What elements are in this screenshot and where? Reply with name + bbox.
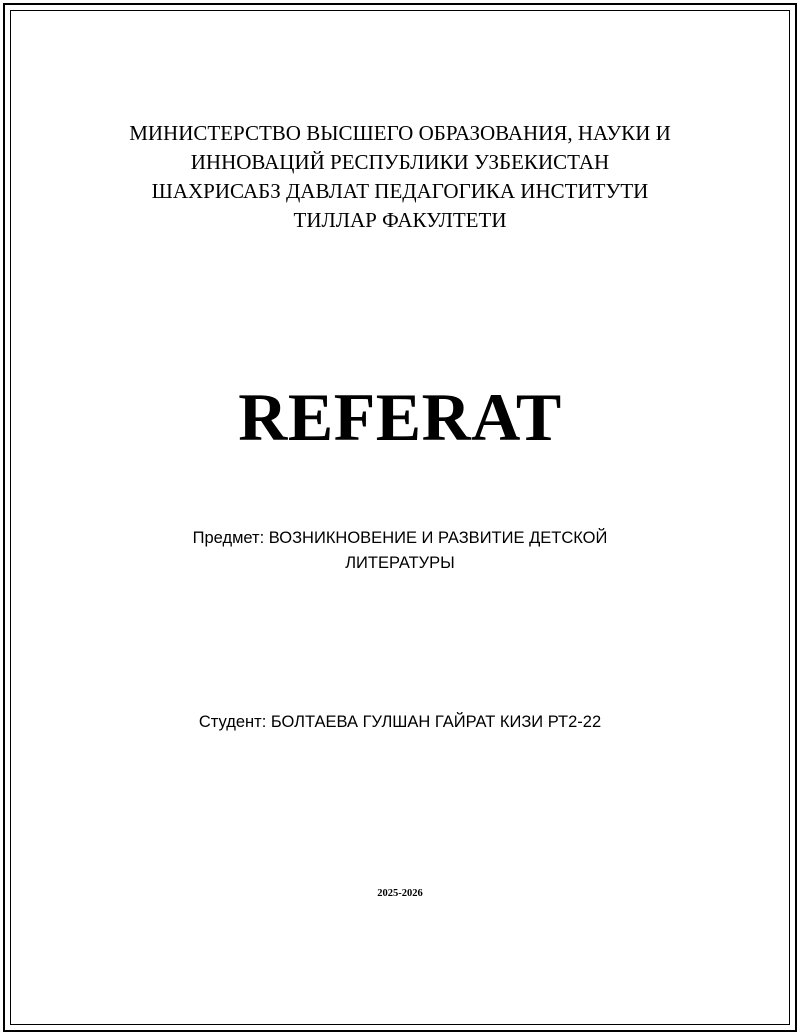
header-line-republic: ИННОВАЦИЙ РЕСПУБЛИКИ УЗБЕКИСТАН: [190, 150, 610, 174]
institution-header: [0, 119, 800, 235]
header-line-ministry: МИНИСТЕРСТВО ВЫСШЕГО ОБРАЗОВАНИЯ, НАУКИ И: [129, 121, 671, 145]
student-line: Студент: БОЛТАЕВА ГУЛШАН ГАЙРАТ КИЗИ РТ2-22: [198, 713, 602, 731]
header-line-faculty: ТИЛЛАР ФАКУЛТЕТИ: [293, 208, 507, 232]
subject-line-1: Предмет: ВОЗНИКНОВЕНИЕ И РАЗВИТИЕ ДЕТСКОЙ: [192, 529, 608, 547]
header-line-institute: ШАХРИСАБЗ ДАВЛАТ ПЕДАГОГИКА ИНСТИТУТИ: [151, 179, 649, 203]
subject-line-2: ЛИТЕРАТУРЫ: [345, 554, 455, 572]
academic-year: 2025-2026: [377, 888, 423, 899]
document-title: REFERAT: [238, 379, 562, 455]
subject-block: [0, 526, 800, 576]
